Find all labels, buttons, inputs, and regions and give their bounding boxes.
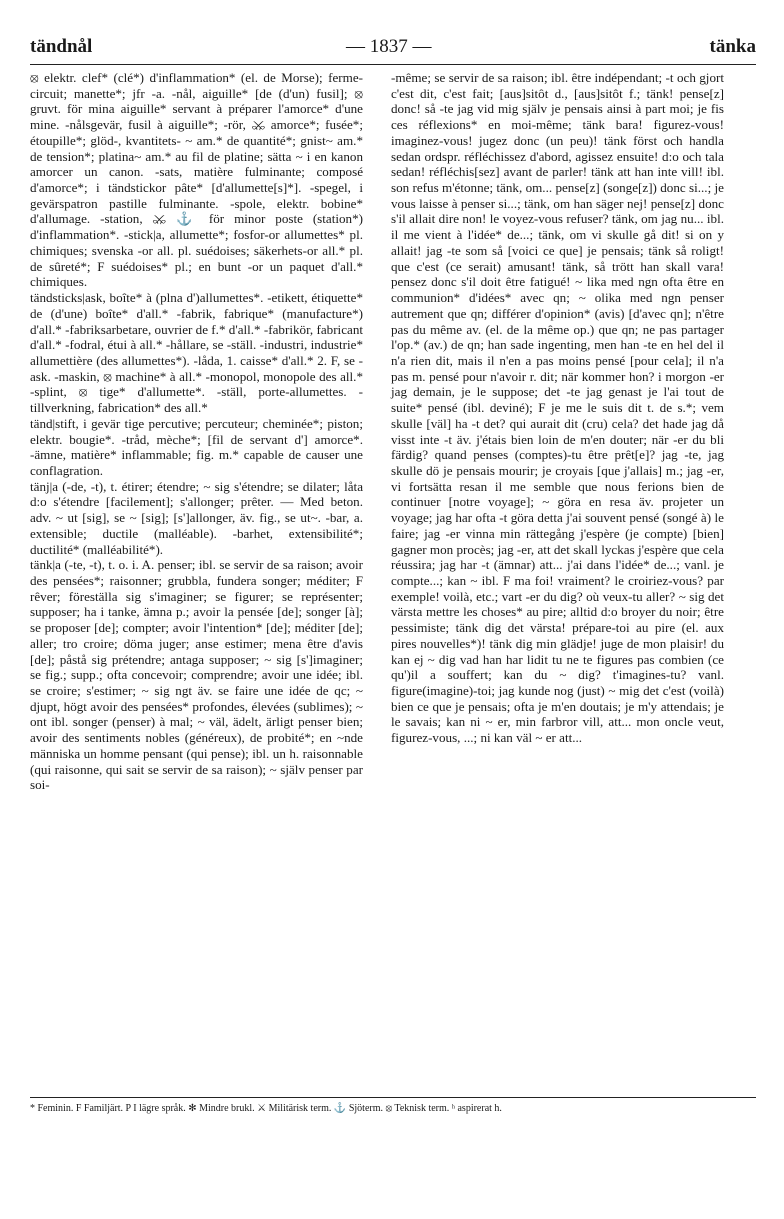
dictionary-entry: tänd|stift, i gevär tige percutive; percuteur; cheminée*; piston; elektr. bougie*. -tråd, mèche*; [fil de servant d'] amorce*. -ämne, matière* inflammable; fig. m.* capable de causer une conflagration.	[30, 415, 363, 478]
abbreviation-legend: * Feminin. F Familjärt. P I lägre språk. ✻ Mindre brukl. ⚔ Militärisk term. ⚓ Sjöterm. ⦻ Teknisk term. ʰ aspirerat h.	[30, 1103, 502, 1114]
right-column	[391, 70, 724, 746]
dictionary-entry: ⦻ elektr. clef* (clé*) d'inflammation* (el. de Morse); ferme-circuit; manette*; jfr -a. -nål, aiguille* [de (d'un) fusil]; ⦻ gruvt. för mina aiguille* servant à préparer l'amorce* d'une mine. -nålsgevär, fusil à aiguille*; -rör, ⚔ amorce*; fusée*; étoupille*; glöd-, kvantitets- ~ am.* de quantité*; gnist~ am.* de tension*; platina~ am.* au fil de platine; sätta ~ i en kanon amorcer un canon. -sats, matière fulminante; composé d'amorce*; i tändstickor pâte* [d'allumette[s]*]. -spegel, i gevärspatron pastille fulminante. -spole, elektr. bobine* d'allumage. -station, ⚔ ⚓ för minor poste (station*) d'inflammation*. -stick|a, allumette*; fosfor-or allumettes* pl. chimiques; svenska -or all. pl. suédoises; säkerhets-or all.* pl. de sûreté*; F suédoises* pl.; en bunt -or un paquet d'all.* chimiques.	[30, 70, 363, 290]
header-guide-word-left: tändnål	[30, 36, 93, 57]
left-column	[30, 70, 363, 793]
dictionary-entry: -même; se servir de sa raison; ibl. être indépendant; -t och gjort c'est dit, c'est fait; [aus]sitôt d., [aus]sitôt f.; tänk! pense[z] donc! så -te jag vid mig själv je pensais ainsi à part moi; je fis ces réflexions* en moi-même; tänk bara! figurez-vous! imaginez-vous! jugez donc (un peu)! tänk först och handla sedan ordspr. réfléchissez d'abord, agissez ensuite! d:o och tala sedan! réfléchis[sez] avant de parler! tänk att han inte vill! ibl. son refus m'étonne; tänk, om... pense[z] (songe[z]) donc si...; je vous laisse à penser si...; tänk, om han säger nej! pense[z] donc s'il allait dire non! le voyez-vous refuser? tänk, om jag nu... ibl. il me vient à l'idée* de...; tänk, om vi skulle gå dit! si on y allait! jag -te som så [voici ce que] je pensais; tänk så roligt! que c'est (ce serait) amusant! tänk, så trött han skall vara! pensez donc s'il doit être fatigué! ~ lika med ngn ofta être en communion* d'idées* avec qn; ~ olika med ngn penser autrement que qn; différer d'opinion* (avis) [d'avec qn]; n'être pas du même av. (el. de la même op.) que qn; ne pas partager l'op.* (av.) de qn; han sade ingenting, men han -te en hel del il n'a rien dit, mais il n'en a pas moins pensé [pour cela]; il n'a pas m. pensé pour n'avoir r. dit; när kommer hon? i morgon -er jag demain, je le suppose; det -te jag genast je l'ai tout de suite* pensé (ibl. deviné); F je me le suis dit t. de s.*; vem skulle [väl] ha -t det? qui aurait dit (cru) cela? det hade jag då visst inte -t äv. j'étais bien loin de m'en douter; när -er du bli färdig? quand penses (comptes)-tu être prêt[e]? jag -te, jag skulle dö je pensais mourir; je croyais [que j'allais] m.; jag -er, vi fortsätta resan il me semble que nous ferions bien de continuer [notre voyage]; ~ göra en resa äv. projeter un voyage; jag har ofta -t göra detta j'ai souvent pensé (songé à) le faire; jag -er vinna min rättegång j'espère (je compte) [bien] gagner mon procès; jag -er, att det skall lyckas j'espère que cela réussira; jag har -t (ämnar) att... j'ai dans l'idée* de...; vanl. je compte...; kan ~ ibl. F ma foi! vraiment? le croiriez-vous? par exemple! voilà, etc.; vart -er du dig? où veux-tu aller? ~ sig det värsta mettre les choses* au pire; alltid d:o broyer du noir; être pessimiste; tänk dig det värsta! prépare-toi au pire (el. aux pires nouvelles*)! tänk dig min glädje! juge de mon plaisir! du kan ej ~ dig vad han har lidit tu ne te figures pas combien (ce qu')il a souffert; kan du ~ dig? t'imagines-tu? vanl. figure(imagine)-toi; jag kunde nog (just) ~ mig det c'est (voilà) bien ce que je pensais; ofta je m'en doutais; je m'y attendais; je le savais; kan ni ~ er, min farbror vill, att... mon oncle veut, figurez-vous, ...; ni kan väl ~ er att...	[391, 70, 724, 746]
header-guide-word-right: tänka	[709, 36, 756, 57]
page-number: — 1837 —	[346, 36, 432, 57]
page-header	[30, 36, 756, 64]
header-rule	[30, 64, 756, 65]
dictionary-entry: tändsticks|ask, boîte* à (plna d')allumettes*. -etikett, étiquette* de (d'une) boîte* d'all.* -fabrik, fabrique* (manufacture*) d'all.* -fabriksarbetare, ouvrier de f.* d'all.* -fabrikör, fabricant d'all.* -fodral, étui à all.* -hållare, se -ställ. -industri, industrie* allumettière (des allumettes*). -låda, 1. caisse* d'all.* 2. F, se -ask. -maskin, ⦻ machine* à all.* -monopol, monopole des all.* -splint, ⦻ tige* d'allumette*. -ställ, porte-allumettes. -tillverkning, fabrication* des all.*	[30, 290, 363, 416]
dictionary-entry: tänk|a (-te, -t), t. o. i. A. penser; ibl. se servir de sa raison; avoir des pensées*; raisonner; grubbla, fundera songer; méditer; F rêver; föreställa sig s'imaginer; se figurer; se représenter; supposer; ha i tanke, ämna p.; avoir la pensée [de]; songer [à]; se proposer [de]; compter; avoir l'intention* [de]; méditer [de]; aller; tro croire; döma juger; anse estimer; mena être d'avis [de]; påstå sig prétendre; antaga supposer; ~ sig [s']imaginer; se fig.; supp.; ofta concevoir; comprendre; avoir une idée; ibl. se croire; s'estimer; ~ sig ngt äv. se faire une idée de qc; ~ djupt, högt avoir des pensées* profondes, élevées (sublimes); ~ ont ibl. songer (penser) à mal; ~ väl, ädelt, ärligt penser bien; avoir des sentiments nobles (généreux), de probité*; en ~nde människa un homme pensant (qui pense); ibl. un h. raisonnable (qui raisonne, qui sait se servir de sa raison); ~ själv penser par soi-	[30, 557, 363, 793]
footer-rule	[30, 1097, 756, 1098]
dictionary-entry: tänj|a (-de, -t), t. étirer; étendre; ~ sig s'étendre; se dilater; låta d:o s'étendre [facilement]; s'allonger; prêter. — Med beton. adv. ~ ut [sig], se ~ [sig]; [s']allonger, äv. fig., se ut~. -bar, a. extensible; ductile (malléable). -barhet, extensibilité*; ductilité* (malléabilité*).	[30, 478, 363, 557]
